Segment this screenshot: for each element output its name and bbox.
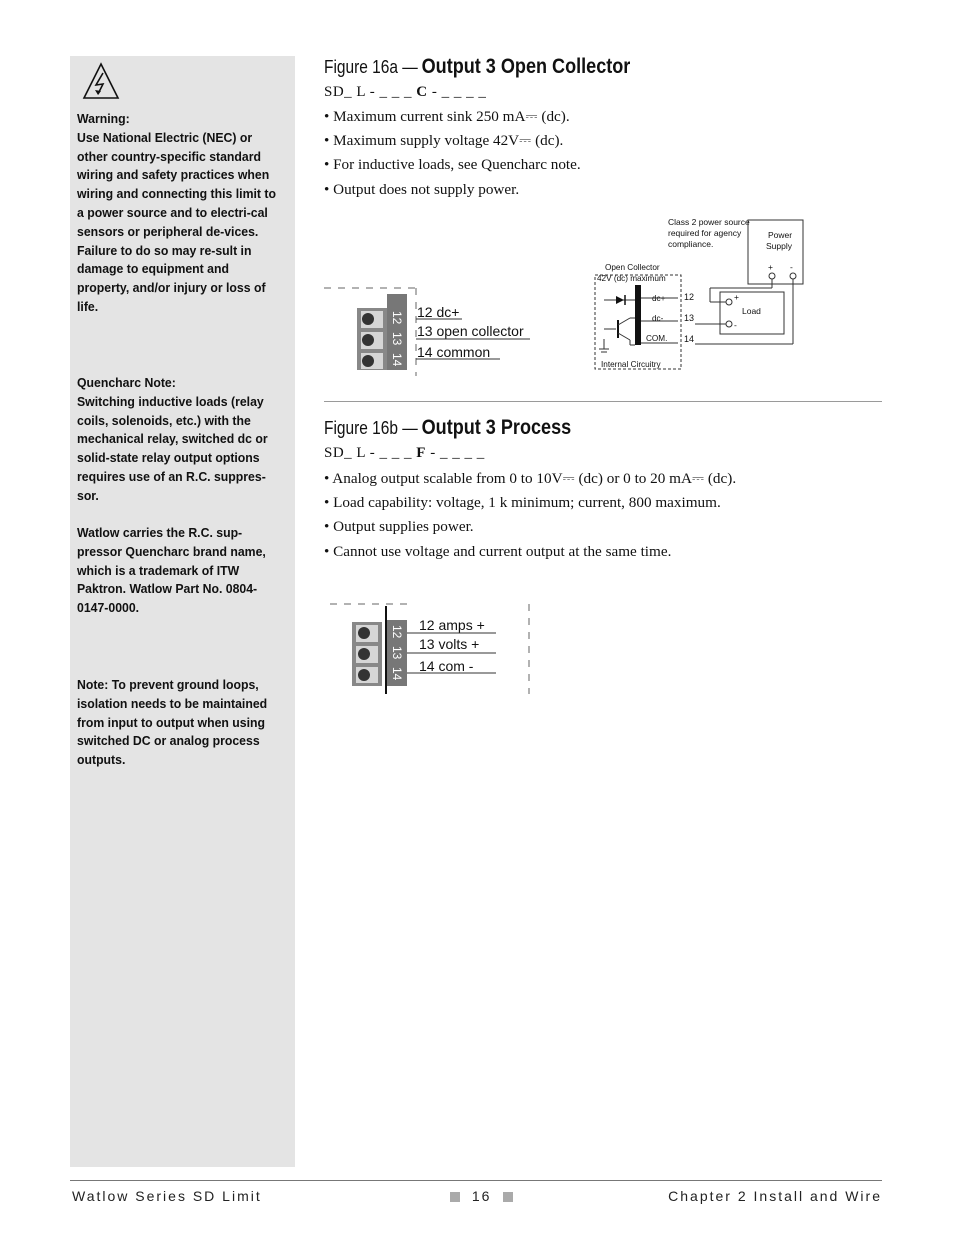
class2-note-line: required for agency xyxy=(668,228,742,238)
pin-number: 14 xyxy=(684,334,695,344)
quencharc-title: Quencharc Note: xyxy=(77,375,176,390)
figure-16b-terminal-block xyxy=(330,598,540,698)
wire-label: 12 amps + xyxy=(419,617,485,633)
wire-label: 14 common xyxy=(417,344,491,360)
load-plus-label: + xyxy=(734,292,739,302)
warning-title: Warning: xyxy=(77,111,130,126)
model-code-letter: F xyxy=(416,445,426,461)
dc-plus-label: dc+ xyxy=(652,294,666,303)
wire-label: 13 open collector xyxy=(417,323,524,339)
list-item: • Maximum current sink 250 mA⎓ (dc). xyxy=(324,108,570,125)
warning-note xyxy=(77,110,276,317)
electrical-hazard-icon xyxy=(82,62,120,100)
list-item: • Maximum supply voltage 42V⎓ (dc). xyxy=(324,132,564,150)
terminal-label: 12 xyxy=(390,625,404,639)
terminal-label: 12 xyxy=(390,311,404,325)
figure-16a-model-code: SD_ L - _ _ _ C - _ _ _ _ xyxy=(324,84,487,100)
figure-16a-terminal-block xyxy=(324,284,534,380)
minus-label: - xyxy=(790,262,793,272)
model-code-letter: C xyxy=(416,84,428,100)
load-minus-label: - xyxy=(734,320,737,330)
figure-16a-label: Figure 16a — xyxy=(324,57,418,77)
internal-circuitry-label: Internal Circuitry xyxy=(601,360,661,369)
terminal-label: 14 xyxy=(390,667,404,681)
pin-number: 12 xyxy=(684,292,695,302)
figure-16b-bullets xyxy=(324,469,736,566)
wire-label: 13 volts + xyxy=(419,636,480,652)
list-item: • Output supplies power. xyxy=(324,518,474,536)
open-collector-label: Open Collector xyxy=(605,263,660,272)
pin-number: 13 xyxy=(684,313,695,323)
figure-16a-heading xyxy=(324,55,630,79)
footer-rule xyxy=(70,1180,882,1181)
wire-label: 12 dc+ xyxy=(417,304,460,320)
figure-16b-heading xyxy=(324,416,571,440)
quencharc-text: Switching inductive loads (relay coils, solenoids, etc.) with the mechanical relay, switched dc or solid-state relay output options requires use of an R.C. suppres-sor. xyxy=(77,393,268,503)
figure-16b-title: Output 3 Process xyxy=(421,416,572,439)
load-label: Load xyxy=(742,306,761,316)
terminal-label: 13 xyxy=(390,332,404,346)
power-supply-label: Power xyxy=(768,230,793,240)
power-supply-label: Supply xyxy=(766,241,792,251)
list-item: • Analog output scalable from 0 to 10V⎓ (dc) or 0 to 20 mA⎓ (dc). xyxy=(324,470,737,487)
list-item: • Cannot use voltage and current output at the same time. xyxy=(324,542,672,560)
section-divider xyxy=(324,401,882,402)
dc-minus-label: dc- xyxy=(652,314,664,323)
com-label: COM. xyxy=(646,334,668,343)
square-bullet-icon xyxy=(503,1192,513,1202)
wire-label: 14 com - xyxy=(419,658,474,674)
footer-product-name: Watlow Series SD Limit xyxy=(72,1188,262,1204)
terminal-label: 14 xyxy=(390,353,404,367)
watlow-quencharc-text: Watlow carries the R.C. sup-pressor Quencharc brand name, which is a trademark of ITW Paktron. Watlow Part No. 0804-0147-0000. xyxy=(77,525,266,616)
figure-16a-bullets xyxy=(324,107,581,204)
class2-note-line: Class 2 power source xyxy=(668,217,750,227)
figure-16b-model-code: SD_ L - _ _ _ F - _ _ _ _ xyxy=(324,445,485,461)
figure-16b-label: Figure 16b — xyxy=(324,418,418,438)
list-item: • Output does not supply power. xyxy=(324,180,520,198)
plus-label: + xyxy=(768,262,773,272)
max-voltage-label: 42V (dc) maximum xyxy=(597,274,666,283)
ground-loop-note: Note: To prevent ground loops, isolation needs to be maintained from input to output when using switched DC or analog process outputs. xyxy=(77,677,268,768)
quencharc-note xyxy=(77,374,276,506)
list-item: • Load capability: voltage, 1 k minimum; current, 800 maximum. xyxy=(324,494,721,512)
footer-chapter: Chapter 2 Install and Wire xyxy=(668,1188,882,1204)
list-item: • For inductive loads, see Quencharc note. xyxy=(324,156,581,174)
warning-text: Use National Electric (NEC) or other country-specific standard wiring and safety practices when wiring and connecting this limit to a power source and to electri-cal sensors or peripheral de-vices. Failure to do so may re-sult in damage to equipment and property, and/or injury or loss of life. xyxy=(77,129,276,314)
figure-16a-title: Output 3 Open Collector xyxy=(421,55,631,78)
square-bullet-icon xyxy=(450,1192,460,1202)
class2-note-line: compliance. xyxy=(668,239,714,249)
figure-16a-open-collector-circuit xyxy=(590,214,830,374)
page-number: 16 xyxy=(450,1188,513,1204)
terminal-label: 13 xyxy=(390,646,404,660)
